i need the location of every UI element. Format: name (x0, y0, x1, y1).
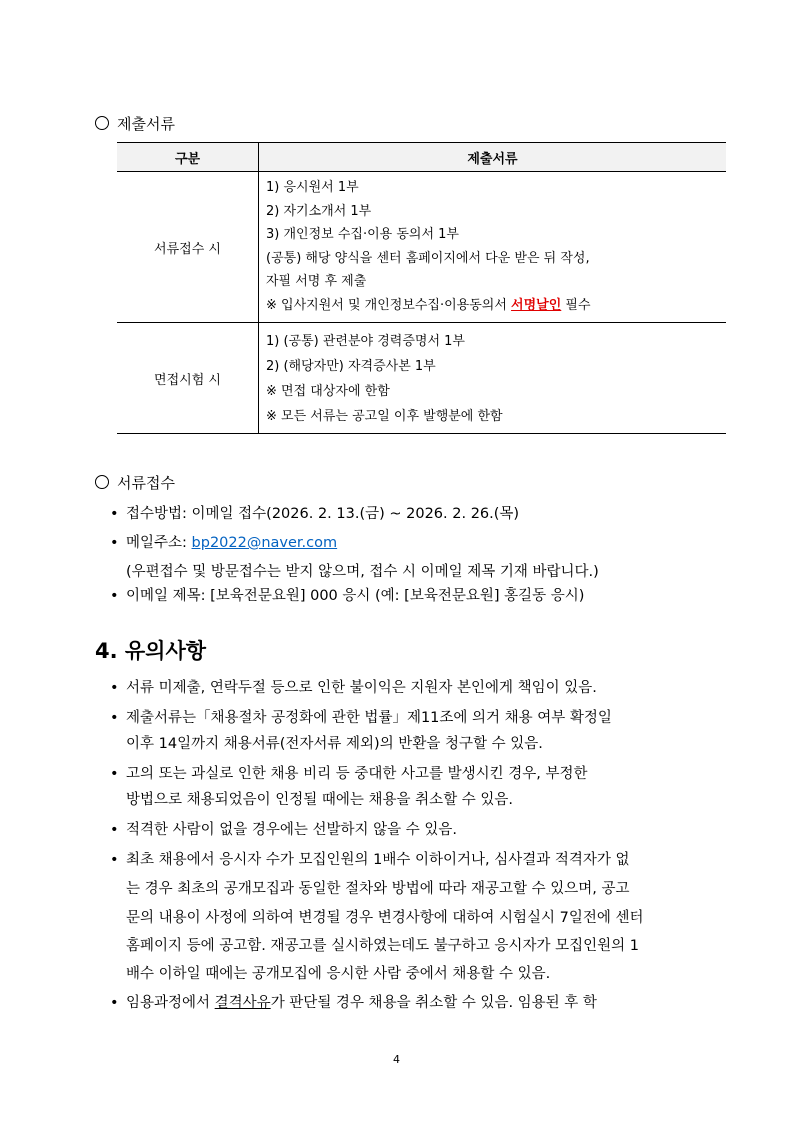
list-item (110, 584, 584, 605)
note-continuation: 홈페이지 등에 공고함. 재공고를 실시하였는데도 불구하고 응시자가 모집인원의 1 (126, 938, 639, 954)
list-item (110, 818, 457, 839)
disqualification-reason-underlined: 결격사유 (214, 995, 271, 1011)
list-item (110, 991, 597, 1012)
row-docs-cell (259, 172, 727, 323)
list-item (110, 676, 597, 697)
note-text: 제출서류는「채용절차 공정화에 관한 법률」제11조에 의거 채용 여부 확정일 (126, 710, 612, 726)
table-header-row (117, 143, 726, 172)
bullet-icon: • (110, 852, 119, 868)
bullet-icon: • (110, 710, 119, 726)
section-docs-heading (95, 113, 175, 134)
list-item (110, 762, 588, 783)
doc-line: 자필 서명 후 제출 (266, 274, 367, 289)
circle-bullet-icon (95, 475, 109, 489)
note-text: 서류 미제출, 연락두절 등으로 인한 불이익은 지원자 본인에게 책임이 있음. (126, 680, 597, 696)
note-continuation: 이후 14일까지 채용서류(전자서류 제외)의 반환을 청구할 수 있음. (126, 736, 543, 752)
doc-line: ※ 모든 서류는 공고일 이후 발행분에 한함 (266, 409, 503, 424)
note-continuation: 는 경우 최초의 공개모집과 동일한 절차와 방법에 따라 재공고할 수 있으며, 공고 (126, 881, 630, 897)
note-continuation: 문의 내용이 사정에 의하여 변경될 경우 변경사항에 대하여 시험실시 7일전에 센터 (126, 910, 644, 926)
list-item (110, 531, 337, 552)
email-link[interactable]: bp2022@naver.com (191, 535, 338, 551)
section-receipt-title: 서류접수 (117, 474, 175, 492)
table-header-category: 구분 (117, 143, 259, 172)
doc-line: 2) 자기소개서 1부 (266, 203, 372, 219)
row-label-interview: 면접시험 시 (117, 323, 259, 434)
bullet-icon: • (110, 535, 119, 551)
doc-note-line (266, 294, 726, 318)
note-text: 필수 (561, 297, 591, 313)
notes-heading: 4. 유의사항 (95, 639, 207, 663)
row-docs-cell (259, 323, 727, 434)
doc-line: 1) 응시원서 1부 (266, 180, 359, 195)
table-row (117, 172, 726, 323)
note-text: 임용과정에서 (126, 995, 215, 1011)
email-label: 메일주소: (126, 535, 192, 551)
section-docs-title: 제출서류 (117, 115, 175, 133)
doc-line: 3) 개인정보 수집·이용 동의서 1부 (266, 227, 459, 242)
doc-line: 1) (공통) 관련분야 경력증명서 1부 (266, 334, 465, 349)
list-item (110, 706, 612, 727)
bullet-icon: • (110, 995, 119, 1011)
doc-line: (공통) 해당 양식을 센터 홈페이지에서 다운 받은 뒤 작성, (266, 250, 590, 266)
note-continuation: 배수 이하일 때에는 공개모집에 응시한 사람 중에서 채용할 수 있음. (126, 966, 551, 982)
note-continuation: 방법으로 채용되었음이 인정될 때에는 채용을 취소할 수 있음. (126, 792, 514, 808)
page-number: 4 (393, 1053, 400, 1066)
bullet-icon: • (110, 822, 119, 838)
email-subject-rule: 이메일 제목: [보육전문요원] 000 응시 (예: [보육전문요원] 홍길동 응시) (126, 588, 585, 604)
signature-required-emphasis: 서명날인 (511, 297, 562, 313)
documents-table (117, 142, 726, 434)
doc-line: ※ 면접 대상자에 한함 (266, 384, 390, 399)
bullet-icon: • (110, 588, 119, 604)
note-text: 최초 채용에서 응시자 수가 모집인원의 1배수 이하이거나, 심사결과 적격자가 없 (126, 852, 630, 868)
note-text: ※ 입사지원서 및 개인정보수집·이용동의서 (266, 297, 512, 313)
section-receipt-heading (95, 472, 175, 493)
row-label-document-submission: 서류접수 시 (117, 172, 259, 323)
doc-line: 2) (해당자만) 자격증사본 1부 (266, 359, 436, 374)
bullet-icon: • (110, 766, 119, 782)
note-text: 가 판단될 경우 채용을 취소할 수 있음. 임용된 후 학 (270, 995, 597, 1011)
table-header-docs: 제출서류 (259, 143, 727, 172)
table-row (117, 323, 726, 434)
list-item (110, 848, 630, 869)
bullet-icon: • (110, 506, 119, 522)
list-item (110, 502, 519, 523)
circle-bullet-icon (95, 116, 109, 130)
note-text: 적격한 사람이 없을 경우에는 선발하지 않을 수 있음. (126, 822, 458, 838)
email-note: (우편접수 및 방문접수는 받지 않으며, 접수 시 이메일 제목 기재 바랍니다.) (126, 564, 599, 580)
bullet-icon: • (110, 680, 119, 696)
receipt-method: 접수방법: 이메일 접수(2026. 2. 13.(금) ~ 2026. 2. 26.(목) (126, 506, 520, 522)
note-text: 고의 또는 과실로 인한 채용 비리 등 중대한 사고를 발생시킨 경우, 부정한 (126, 766, 588, 782)
